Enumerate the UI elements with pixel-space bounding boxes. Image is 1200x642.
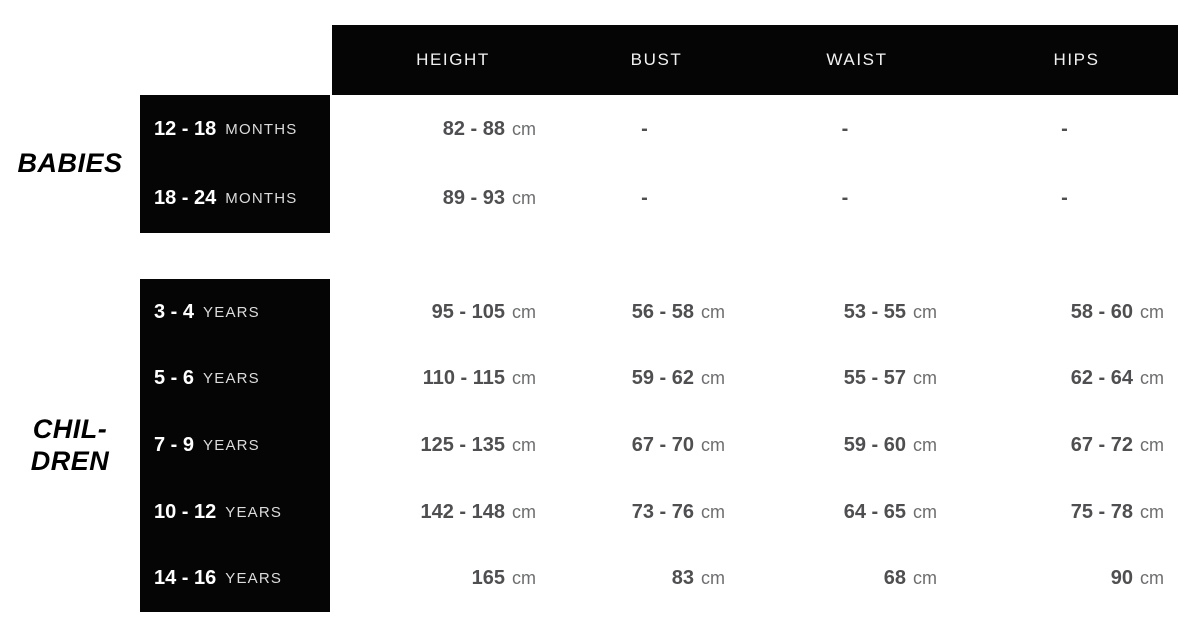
value-number: 83 (671, 567, 694, 590)
cell-babies-0-bust (550, 95, 739, 164)
value-number: 68 (883, 567, 906, 590)
cell-children-4-height (332, 545, 550, 612)
cell-babies-1-height (332, 164, 550, 233)
group-label-children-line1: CHIL- (32, 413, 108, 444)
values-grid-children (332, 279, 1178, 612)
values-grid-babies (332, 95, 1178, 233)
value-unit: cm (1140, 568, 1164, 589)
age-unit: MONTHS (225, 121, 298, 138)
value-unit: cm (512, 434, 536, 455)
cell-babies-0-waist (739, 95, 951, 164)
value-number: 89 - 93 (442, 187, 505, 209)
age-unit: YEARS (225, 503, 283, 521)
age-range: 10 - 12 (154, 500, 217, 523)
cell-children-3-height (332, 479, 550, 546)
cell-babies-1-hips (951, 164, 1178, 233)
value-number: 73 - 76 (631, 500, 694, 523)
value-number: 95 - 105 (431, 300, 505, 323)
value-number: 62 - 64 (1070, 367, 1133, 390)
value-number: 125 - 135 (420, 433, 505, 456)
age-row-18-24-months (140, 164, 330, 233)
age-range: 3 - 4 (154, 300, 195, 323)
cell-children-1-hips (951, 346, 1178, 413)
age-row-5-6-years (140, 346, 330, 413)
value-number: 67 - 70 (631, 433, 694, 456)
value-unit: cm (512, 119, 536, 139)
value-unit: cm (913, 368, 937, 389)
value-unit: cm (1140, 301, 1164, 322)
value-unit: cm (913, 501, 937, 522)
value-number: 110 - 115 (422, 367, 505, 390)
column-header-hips: HIPS (1053, 50, 1100, 69)
cell-children-3-waist (739, 479, 951, 546)
cell-children-0-waist (739, 279, 951, 346)
cell-children-4-bust (550, 545, 739, 612)
group-label-babies: BABIES (17, 148, 123, 179)
value-number: - (1061, 187, 1068, 209)
value-unit: cm (1140, 501, 1164, 522)
cell-children-2-hips (951, 412, 1178, 479)
value-number: 67 - 72 (1070, 433, 1133, 456)
age-range: 5 - 6 (154, 367, 195, 390)
age-unit: YEARS (203, 436, 260, 454)
value-number: 58 - 60 (1070, 300, 1133, 323)
value-unit: cm (1140, 368, 1164, 389)
value-number: 142 - 148 (420, 500, 505, 523)
value-unit: cm (913, 434, 937, 455)
value-number: 64 - 65 (843, 500, 906, 523)
value-unit: cm (913, 301, 937, 322)
cell-children-1-waist (739, 346, 951, 413)
value-number: - (841, 118, 849, 140)
cell-children-1-bust (550, 346, 739, 413)
value-number: 59 - 62 (631, 367, 694, 390)
age-range: 7 - 9 (154, 433, 195, 456)
age-box-children (140, 279, 330, 612)
cell-babies-1-waist (739, 164, 951, 233)
value-unit: cm (512, 188, 536, 208)
cell-babies-0-height (332, 95, 550, 164)
value-number: 165 (471, 567, 505, 590)
value-unit: cm (913, 568, 937, 589)
group-label-children-text (31, 414, 110, 478)
measurement-header-bar (332, 25, 1178, 95)
value-number: - (1061, 118, 1068, 140)
value-number: 75 - 78 (1070, 500, 1133, 523)
age-row-7-9-years (140, 412, 330, 479)
value-number: 56 - 58 (631, 300, 694, 323)
cell-children-3-hips (951, 479, 1178, 546)
cell-children-4-hips (951, 545, 1178, 612)
cell-children-4-waist (739, 545, 951, 612)
age-unit: MONTHS (225, 190, 298, 207)
value-unit: cm (512, 301, 536, 322)
value-unit: cm (701, 568, 725, 589)
age-unit: YEARS (203, 370, 260, 388)
value-unit: cm (512, 568, 536, 589)
value-number: - (641, 118, 648, 140)
age-range: 12 - 18 (154, 118, 217, 140)
cell-children-2-height (332, 412, 550, 479)
age-row-14-16-years (140, 545, 330, 612)
value-unit: cm (701, 368, 725, 389)
cell-children-1-height (332, 346, 550, 413)
age-row-3-4-years (140, 279, 330, 346)
age-unit: YEARS (203, 303, 260, 321)
cell-children-0-hips (951, 279, 1178, 346)
value-unit: cm (512, 368, 536, 389)
value-number: 55 - 57 (843, 367, 906, 390)
value-number: 59 - 60 (843, 433, 906, 456)
value-number: 53 - 55 (843, 300, 906, 323)
age-box-babies (140, 95, 330, 233)
value-number: - (641, 187, 648, 209)
age-row-12-18-months (140, 95, 330, 164)
group-label-children (0, 279, 140, 612)
value-unit: cm (512, 501, 536, 522)
cell-children-2-bust (550, 412, 739, 479)
age-unit: YEARS (225, 570, 283, 588)
value-unit: cm (701, 501, 725, 522)
cell-children-3-bust (550, 479, 739, 546)
value-unit: cm (701, 434, 725, 455)
age-range: 14 - 16 (154, 567, 217, 590)
value-number: 82 - 88 (442, 118, 505, 140)
column-header-waist: WAIST (826, 50, 888, 69)
cell-babies-1-bust (550, 164, 739, 233)
cell-children-0-bust (550, 279, 739, 346)
age-row-10-12-years (140, 479, 330, 546)
value-number: 90 (1110, 567, 1133, 590)
column-header-bust: BUST (630, 50, 683, 69)
cell-children-2-waist (739, 412, 951, 479)
cell-babies-0-hips (951, 95, 1178, 164)
column-header-height: HEIGHT (416, 50, 490, 69)
cell-children-0-height (332, 279, 550, 346)
age-range: 18 - 24 (154, 187, 217, 209)
value-number: - (841, 187, 849, 209)
value-unit: cm (701, 301, 725, 322)
group-label-children-line2: DREN (30, 445, 110, 476)
value-unit: cm (1140, 434, 1164, 455)
